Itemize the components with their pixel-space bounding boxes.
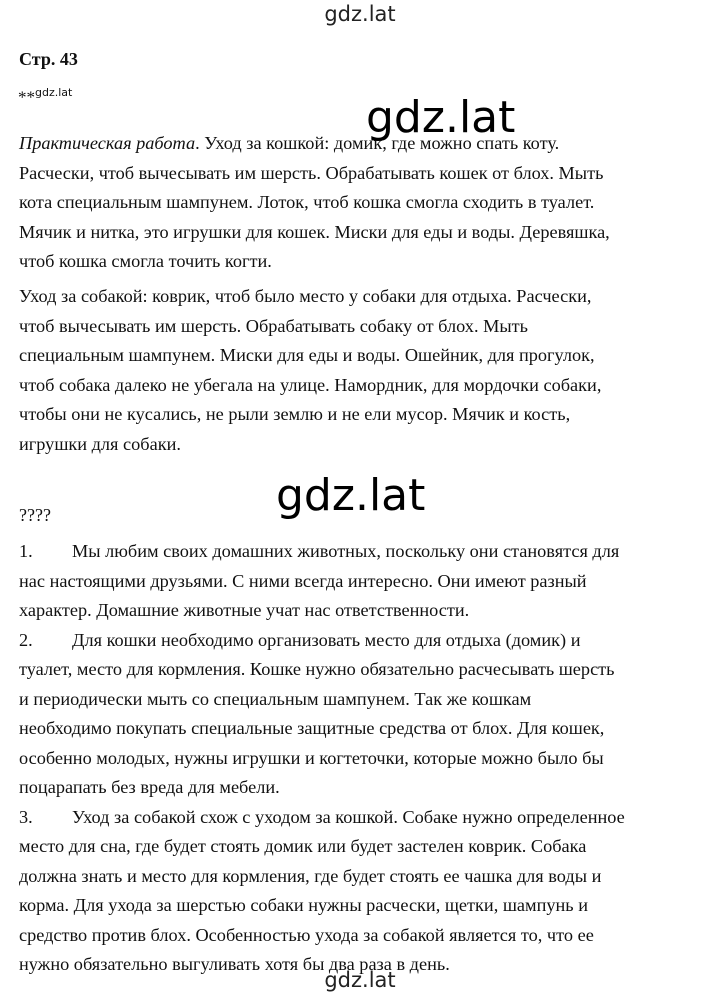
paragraph-cat-care: Практическая работа. Уход за кошкой: домик, где можно спать коту. Расчески, чтоб вычесывать им шерсть. Обрабатывать кошек от блох. Мыть кота специальным шампунем. Лоток, чтоб кошка смогла сходить в туалет. Мячик и нитка, это игрушки для кошек. Миски для еды и воды. Деревяшка, чтоб кошка смогла точить когти. [19, 133, 610, 271]
answer-1: 1. Мы любим своих домашних животных, поскольку они становятся для нас настоящими друзьями. С ними всегда интересно. Они имеют разный характер. Домашние животные учат нас ответственности. [19, 541, 620, 620]
watermark-large-1: gdz.lat [366, 92, 516, 143]
page-title: Стр. 43 [19, 49, 78, 69]
practical-work-label: Практическая работа [19, 133, 196, 153]
stars-marker: **$^{gdz.lat}$ [18, 86, 73, 107]
questions-marker: ???? [19, 505, 51, 525]
watermark-top: gdz.lat [324, 2, 396, 26]
watermark-bottom: gdz.lat [324, 968, 396, 992]
watermark-large-2: gdz.lat [276, 470, 426, 521]
answer-2: 2. Для кошки необходимо организовать место для отдыха (домик) и туалет, место для кормления. Кошке нужно обязательно расчесывать шерсть и периодически мыть со специальным шампунем. Так же кошкам необходимо покупать специальные защитные средства от блох. Для кошек, особенно молодых, нужны игрушки и когтеточки, которые можно было бы поцарапать без вреда для мебели. [19, 629, 615, 797]
answer-3: 3. Уход за собакой схож с уходом за кошкой. Собаке нужно определенное место для сна, где будет стоять домик или будет застелен коврик. Собака должна знать и место для кормления, где будет стоять ее чашка для воды и корма. Для ухода за шерстью собаки нужны расчески, щетки, шампунь и средство против блох. Особенностью ухода за собакой является то, что ее нужно обязательно выгуливать хотя бы два раза в день. [19, 806, 625, 974]
paragraph-dog-care: Уход за собакой: коврик, чтоб было место у собаки для отдыха. Расчески, чтоб вычесывать им шерсть. Обрабатывать собаку от блох. Мыть специальным шампунем. Миски для еды и воды. Ошейник, для прогулок, чтоб собака далеко не убегала на улице. Намордник, для мордочки собаки, чтобы они не кусались, не рыли землю и не ели мусор. Мячик и кость, игрушки для собаки. [19, 286, 602, 454]
watermark-small: gdz.lat [35, 86, 73, 99]
answers-list [19, 537, 709, 980]
